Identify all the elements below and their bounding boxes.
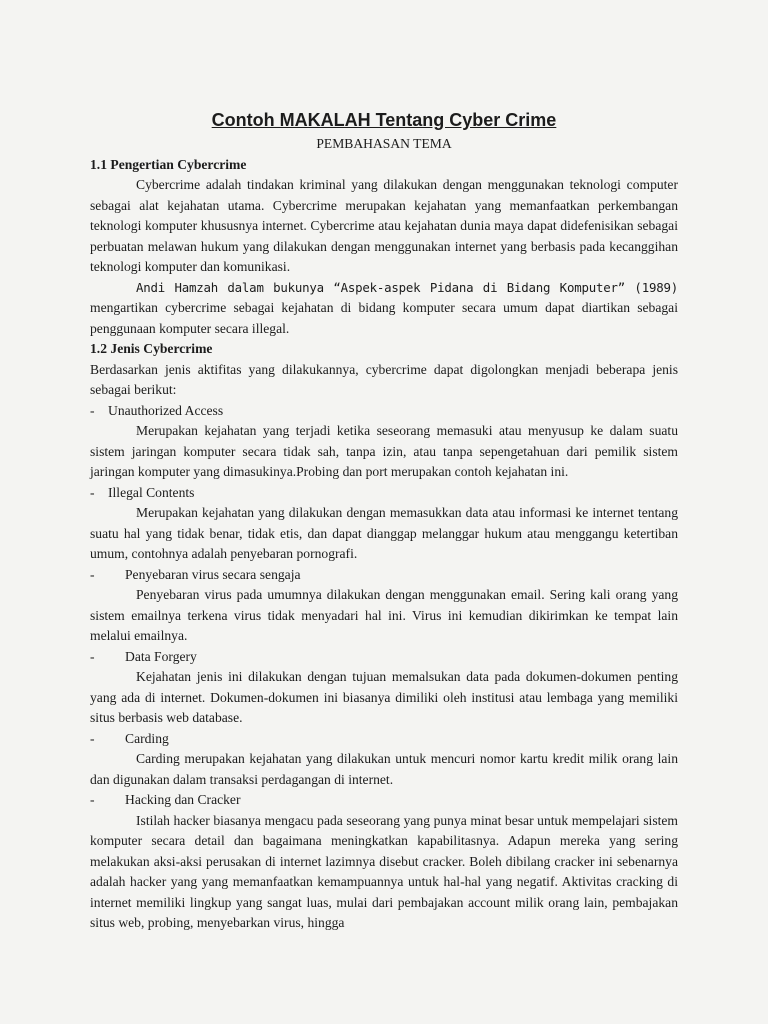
paragraph-carding: Carding merupakan kejahatan yang dilakukan untuk mencuri nomor kartu kredit milik orang lain dan digunakan dalam transaksi perdagangan di internet.	[90, 751, 678, 787]
list-item-label	[90, 401, 678, 422]
list-item-label	[90, 565, 678, 586]
section-heading-jenis: 1.2 Jenis Cybercrime	[90, 341, 213, 356]
document-body	[90, 108, 678, 934]
list-dash: -	[90, 566, 95, 582]
list-item-label	[90, 483, 678, 504]
document-title: Contoh MAKALAH Tentang Cyber Crime	[211, 110, 557, 130]
paragraph-unauthorized-access: Merupakan kejahatan yang terjadi ketika seseorang memasuki atau menyusup ke dalam suatu sistem jaringan komputer secara tidak sah, tanpa izin, atau tanpa sepengetahuan dari pemilik sistem jaringan komputer yang dimasukinya.Probing dan port merupakan contoh kejahatan ini.	[90, 423, 678, 479]
item-label-hacking-cracker: Hacking dan Cracker	[125, 792, 241, 807]
paragraph-andi-hamzah	[90, 278, 678, 340]
list-dash: -	[90, 730, 95, 746]
item-label-illegal-contents: Illegal Contents	[108, 484, 195, 500]
list-item-label	[90, 790, 678, 811]
paragraph-definition: Cybercrime adalah tindakan kriminal yang dilakukan dengan menggunakan teknologi computer sebagai alat kejahatan utama. Cybercrime merupakan kejahatan yang memanfaatkan perkembangan teknologi komputer khususnya internet. Cybercrime atau kejahatan dunia maya dapat didefenisikan sebagai perbuatan melawan hukum yang dilakukan dengan menggunakan internet yang berbasis pada kecanggihan teknologi komputer dan komunikasi.	[90, 177, 678, 274]
list-item-label	[90, 729, 678, 750]
item-label-unauthorized-access: Unauthorized Access	[108, 402, 224, 418]
paragraph-penyebaran-virus: Penyebaran virus pada umumnya dilakukan dengan menggunakan email. Sering kali orang yang sistem emailnya terkena virus tidak menyadari hal ini. Virus ini kemudian dikirimkan ke tempat lain melalui emailnya.	[90, 587, 678, 643]
paragraph-jenis-intro: Berdasarkan jenis aktifitas yang dilakukannya, cybercrime dapat digolongkan menjadi beberapa jenis sebagai berikut:	[90, 361, 678, 397]
section-heading-pengertian: 1.1 Pengertian Cybercrime	[90, 156, 247, 172]
quoted-reference: Andi Hamzah dalam bukunya “Aspek-aspek Pidana di Bidang Komputer” (1989)	[136, 279, 678, 295]
list-dash: -	[90, 792, 95, 807]
list-dash: -	[90, 484, 95, 500]
paragraph-andi-hamzah-rest: mengartikan cybercrime sebagai kejahatan di bidang komputer secara umum dapat diartikan sebagai penggunaan komputer secara illegal.	[90, 300, 678, 336]
item-label-data-forgery: Data Forgery	[125, 648, 197, 664]
list-item-label	[90, 647, 678, 668]
paragraph-data-forgery: Kejahatan jenis ini dilakukan dengan tujuan memalsukan data pada dokumen-dokumen penting yang ada di internet. Dokumen-dokumen ini biasanya dimiliki oleh institusi atau lembaga yang memiliki situs berbasis web database.	[90, 669, 678, 725]
paragraph-illegal-contents: Merupakan kejahatan yang dilakukan dengan memasukkan data atau informasi ke internet tentang suatu hal yang tidak benar, tidak etis, dan dapat dianggap melanggar hukum atau menggangu ketertiban umum, contohnya adalah penyebaran pornografi.	[90, 505, 678, 561]
list-dash: -	[90, 648, 95, 664]
item-label-carding: Carding	[125, 730, 169, 746]
paragraph-hacking-cracker: Istilah hacker biasanya mengacu pada seseorang yang punya minat besar untuk mempelajari sistem komputer secara detail dan bagaimana meningkatkan kapabilitasnya. Adapun mereka yang sering melakukan aksi-aksi perusakan di internet lazimnya disebut cracker. Boleh dibilang cracker ini sebenarnya adalah hacker yang yang memanfaatkan kemampuannya untuk hal-hal yang negatif. Aktivitas cracking di internet memiliki lingkup yang sangat luas, mulai dari pembajakan account milik orang lain, pembajakan situs web, probing, menyebarkan virus, hingga	[90, 812, 678, 930]
list-dash: -	[90, 402, 95, 418]
item-label-penyebaran-virus: Penyebaran virus secara sengaja	[125, 566, 301, 582]
document-subtitle: PEMBAHASAN TEMA	[316, 136, 452, 151]
